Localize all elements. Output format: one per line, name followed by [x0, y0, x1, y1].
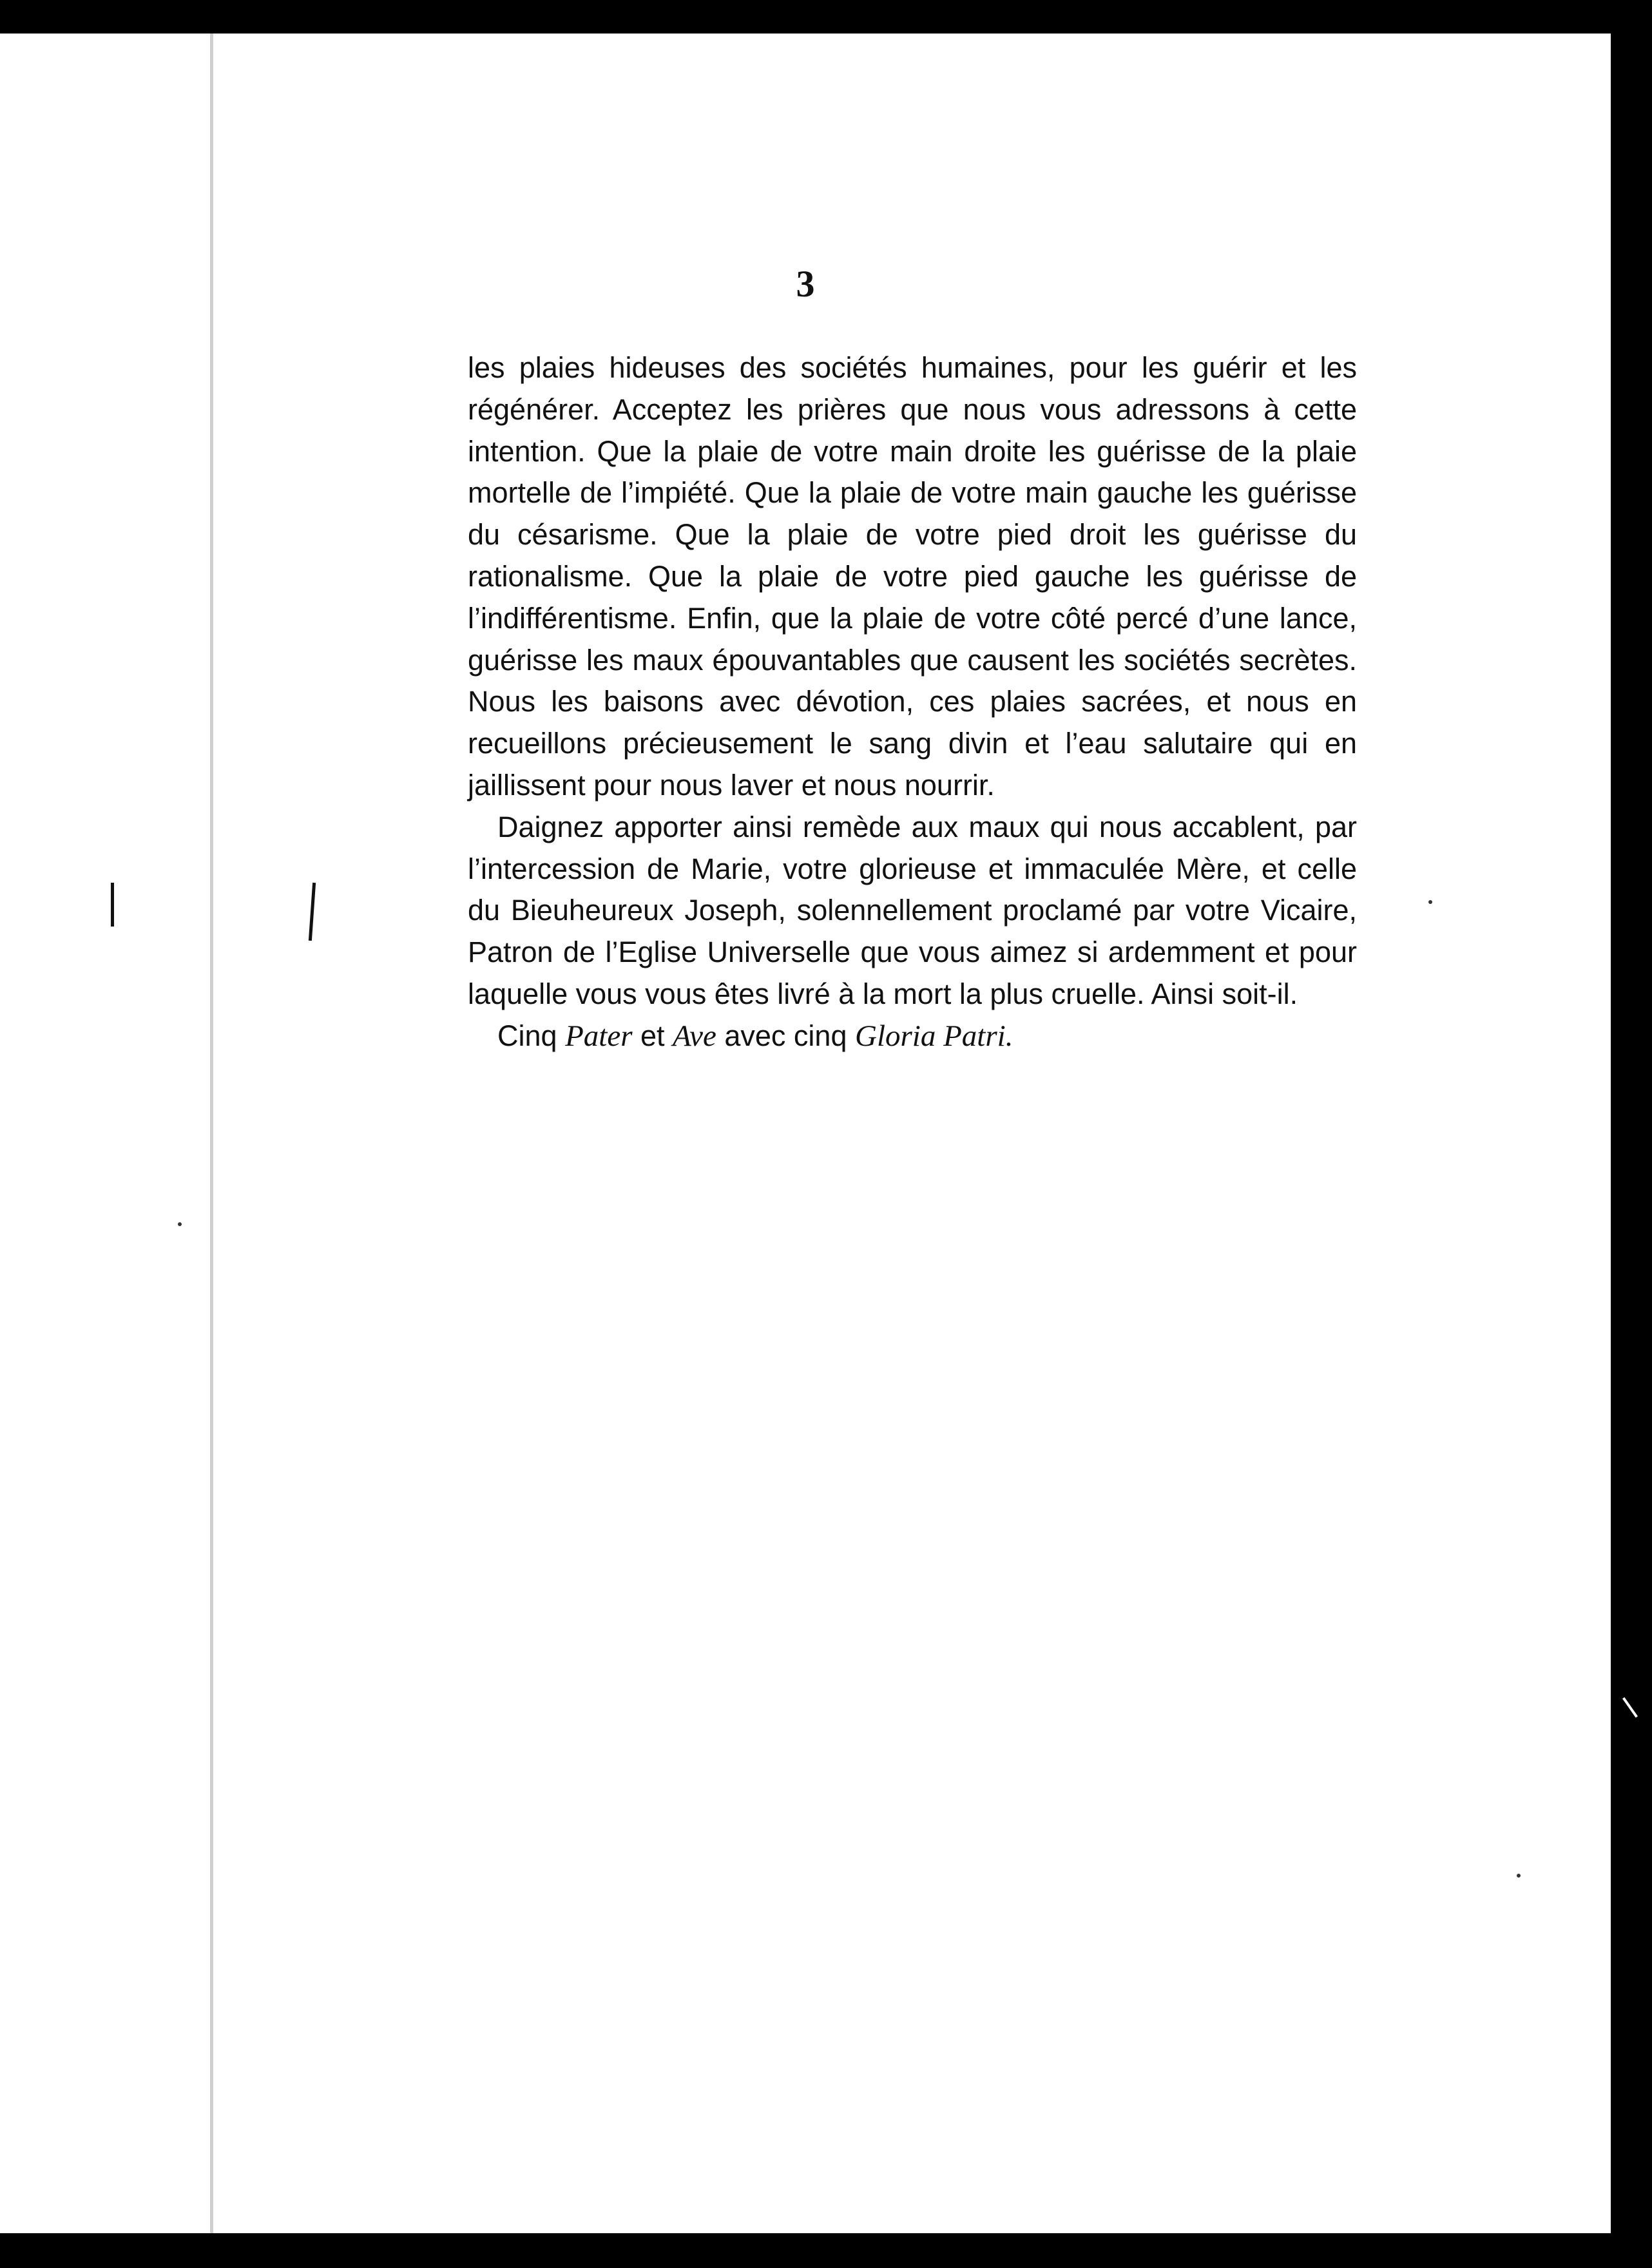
margin-mark [309, 883, 316, 941]
scan-border [0, 2233, 1652, 2268]
closing-text: et [632, 1019, 673, 1052]
scan-speck [1517, 1874, 1521, 1878]
closing-italic: Gloria Patri. [855, 1019, 1013, 1053]
page-fold-line [210, 34, 213, 2233]
closing-italic: Pater [565, 1019, 633, 1053]
closing-instruction [468, 1015, 1357, 1057]
scanned-page [0, 34, 1611, 2233]
closing-text: Cinq [497, 1019, 566, 1052]
page-number: 3 [796, 263, 815, 305]
paragraph: les plaies hideuses des sociétés humaines, pour les guérir et les régénérer. Acceptez les prières que nous vous adressons à cette intention. Que la plaie de votre main droite les guérisse de la plaie mortelle de l’impiété. Que la plaie de votre main gauche les guérisse du césarisme. Que la plaie de votre pied droit les guérisse du rationalisme. Que la plaie de votre pied gauche les guérisse de l’indifférentisme. Enfin, que la plaie de votre côté percé d’une lance, guérisse les maux épouvantables que causent les sociétés secrètes. Nous les baisons avec dévotion, ces plaies sacrées, et nous en recueillons précieusement le sang divin et l’eau salutaire qui en jaillissent pour nous laver et nous nourrir. [468, 351, 1357, 802]
paragraph: Daignez apporter ainsi remède aux maux qui nous accablent, par l’intercession de Marie, votre glorieuse et immaculée Mère, et celle du Bieuheureux Joseph, solennellement proclamé par votre Vicaire, Patron de l’Eglise Universelle que vous aimez si ardemment et pour laquelle vous vous êtes livré à la mort la plus cruelle. Ainsi soit-il. [468, 810, 1357, 1010]
closing-text: avec cinq [716, 1019, 855, 1052]
body-text [468, 347, 1357, 1057]
margin-mark [111, 883, 114, 927]
scan-edge-mark [1622, 1697, 1638, 1718]
scan-speck [1428, 900, 1432, 904]
closing-italic: Ave [673, 1019, 716, 1053]
scan-speck [178, 1222, 182, 1226]
